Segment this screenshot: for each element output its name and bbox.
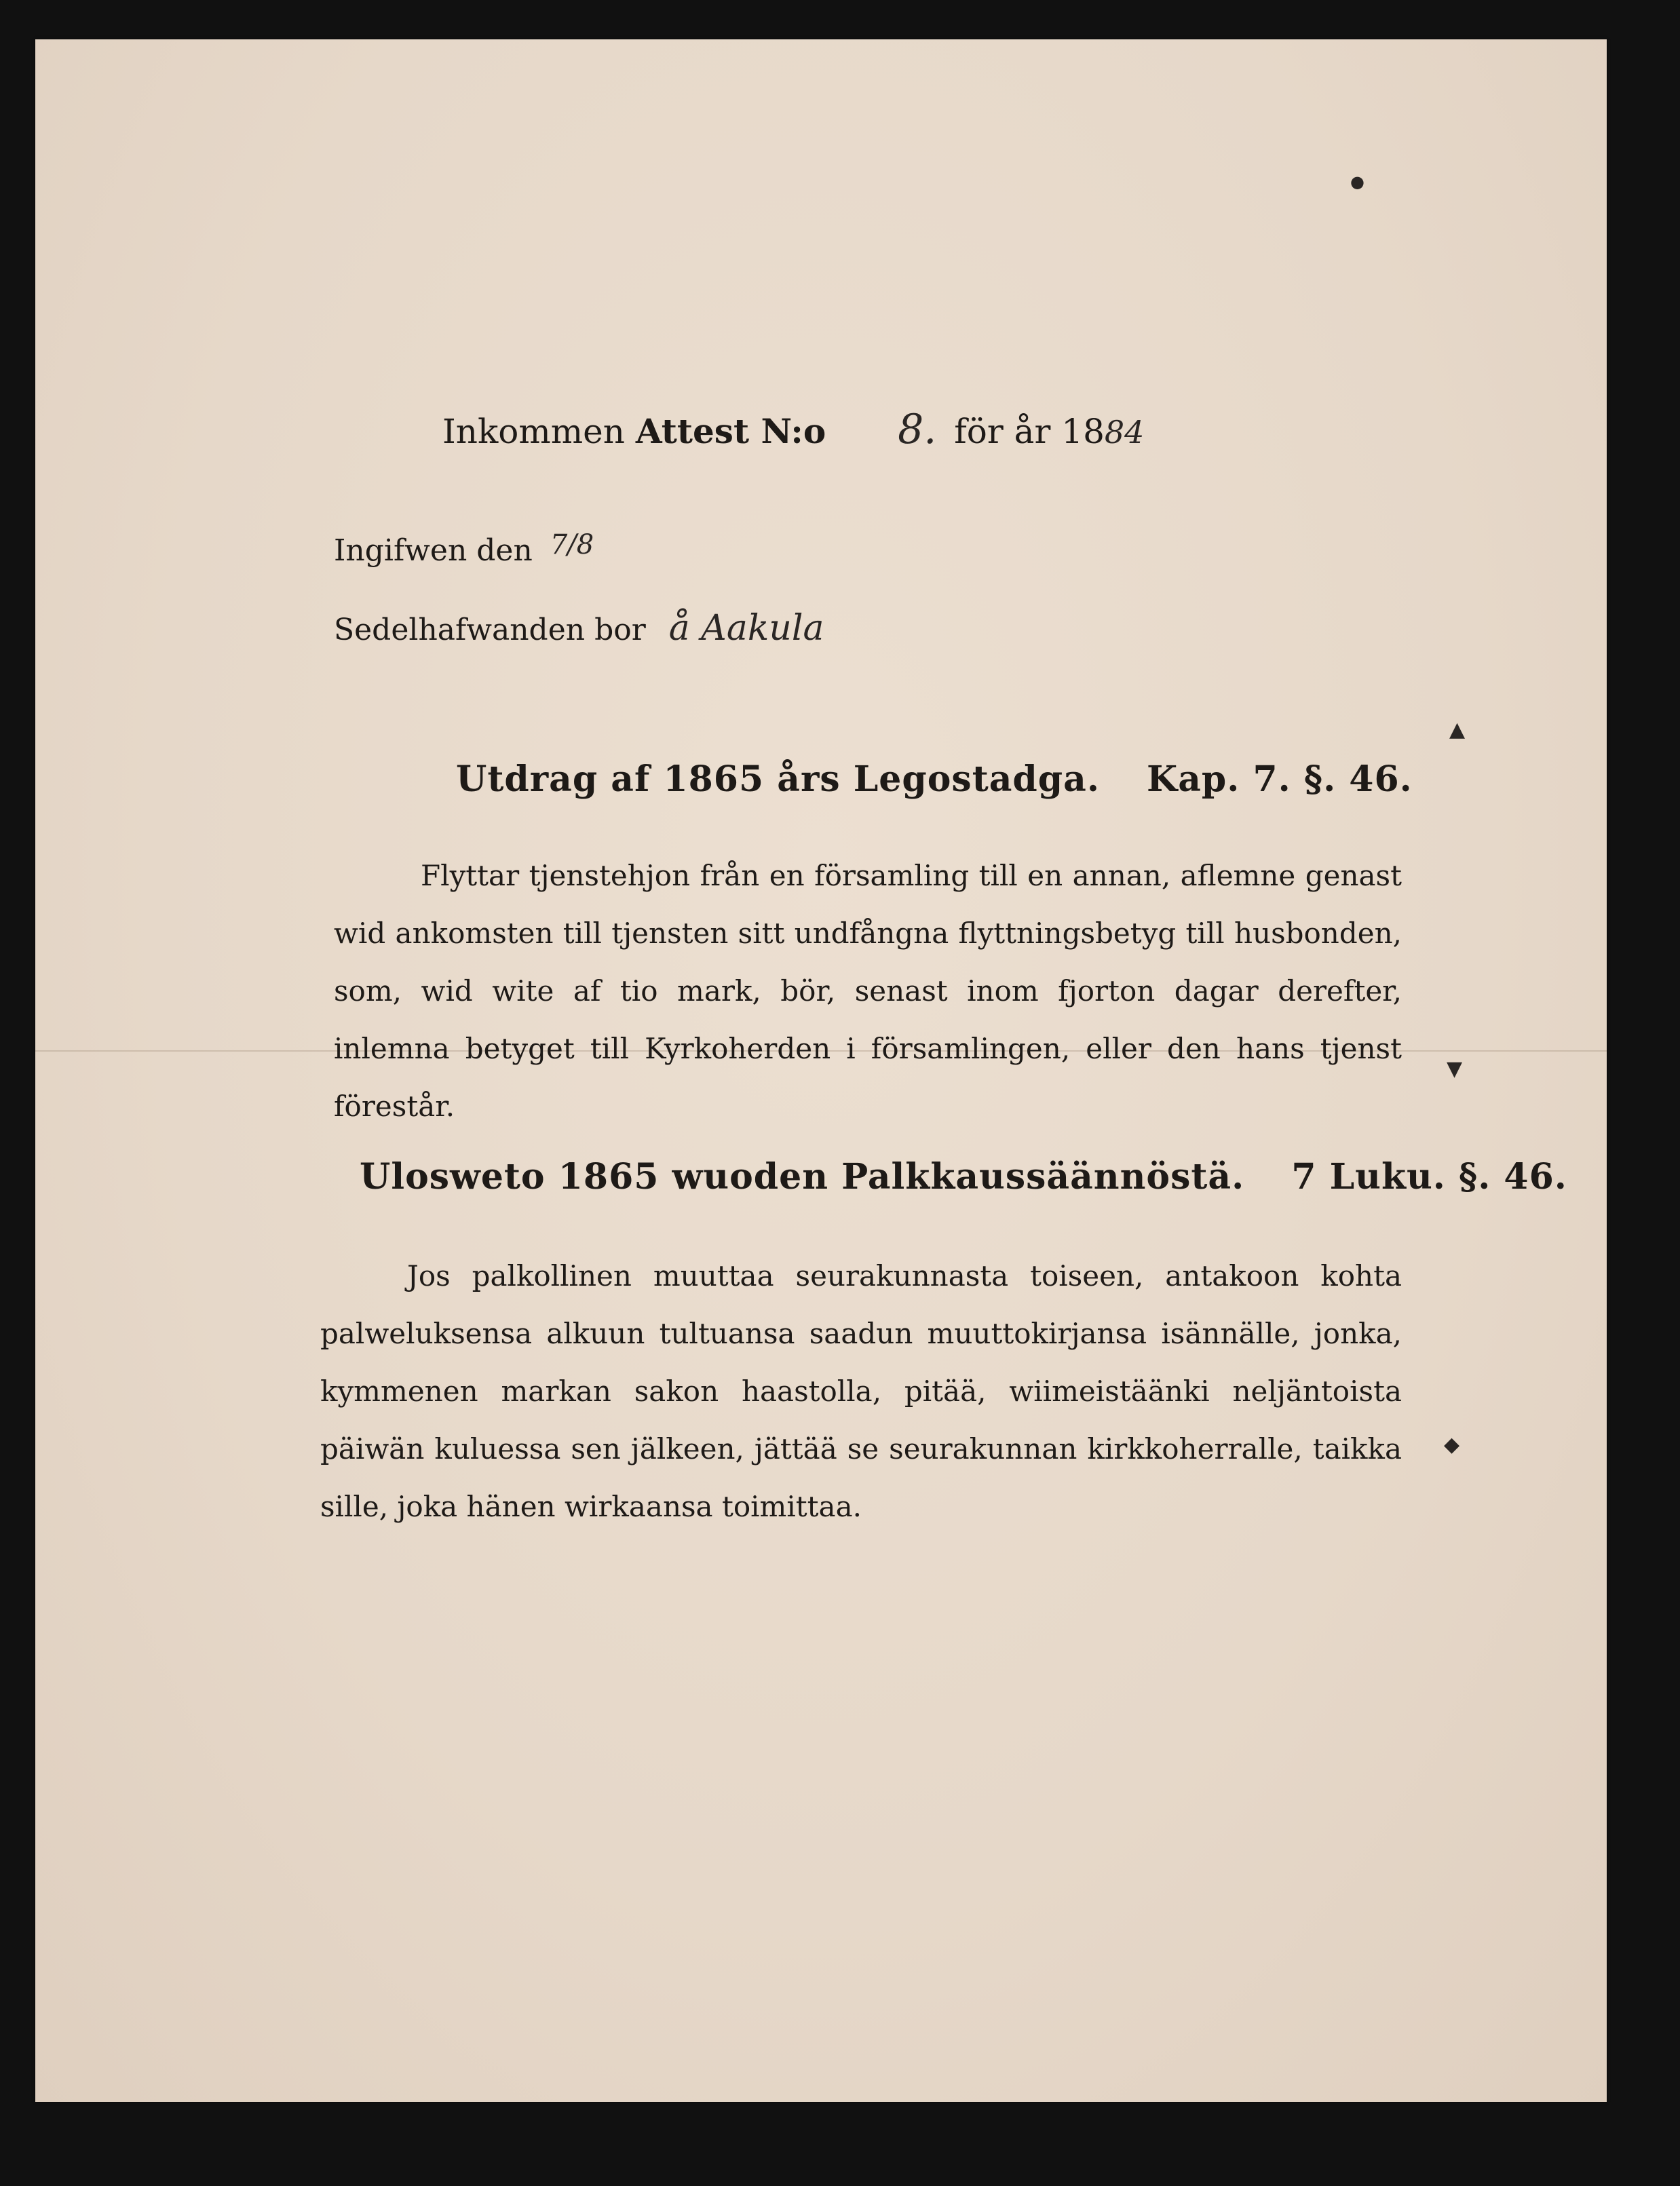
label-attest: Attest N:o (635, 411, 826, 451)
ingifwen-label: Ingifwen den (334, 533, 533, 568)
ingifwen-value: 7/8 (550, 529, 594, 560)
swedish-heading-main: Utdrag af 1865 års Legostadga. (456, 759, 1100, 800)
sedelhafwanden-value: å Aakula (668, 608, 824, 649)
attest-number: 8. (898, 406, 937, 453)
swedish-heading-ref: Kap. 7. §. 46. (1147, 759, 1413, 800)
finnish-paragraph: Jos palkollinen muuttaa seurakunnasta toiseen, antakoon kohta palweluksensa alkuun tultuansa saadun muuttokirjansa isännälle, jonka, kymmenen markan sakon haastolla, pitää, wiimeistäänki neljäntoista päiwän kuluessa sen jälkeen, jättää se seurakunnan kirkkoherralle, taikka sille, joka hänen wirkaansa toimittaa. (320, 1259, 1402, 1523)
ink-dot: ● (1350, 172, 1364, 191)
sedelhafwanden-label: Sedelhafwanden bor (334, 613, 646, 647)
pin-hole-mark: ◆ (1444, 1433, 1460, 1457)
attest-title-row (442, 406, 1144, 453)
pin-hole-mark: ▼ (1447, 1057, 1463, 1081)
label-for-ar: för år 18 (954, 412, 1105, 451)
ingifwen-row (334, 529, 594, 568)
finnish-heading-ref: 7 Luku. §. 46. (1291, 1156, 1567, 1197)
finnish-heading (360, 1156, 1567, 1197)
swedish-heading (456, 759, 1413, 800)
document-page (35, 39, 1607, 2102)
pin-hole-mark: ▲ (1449, 718, 1466, 742)
year-suffix: 84 (1104, 414, 1145, 450)
swedish-paragraph: Flyttar tjenstehjon från en församling till en annan, aflemne genast wid ankomsten till tjensten sitt undfångna flyttningsbetyg till husbonden, som, wid wite af tio mark, bör, senast inom fjorton dagar derefter, inlemna betyget till Kyrkoherden i församlingen, eller den hans tjenst förestår. (334, 859, 1402, 1123)
label-inkommen: Inkommen (442, 412, 625, 451)
finnish-heading-main: Ulosweto 1865 wuoden Palkkaussäännöstä. (360, 1156, 1245, 1197)
sedelhafwanden-row (334, 608, 824, 649)
